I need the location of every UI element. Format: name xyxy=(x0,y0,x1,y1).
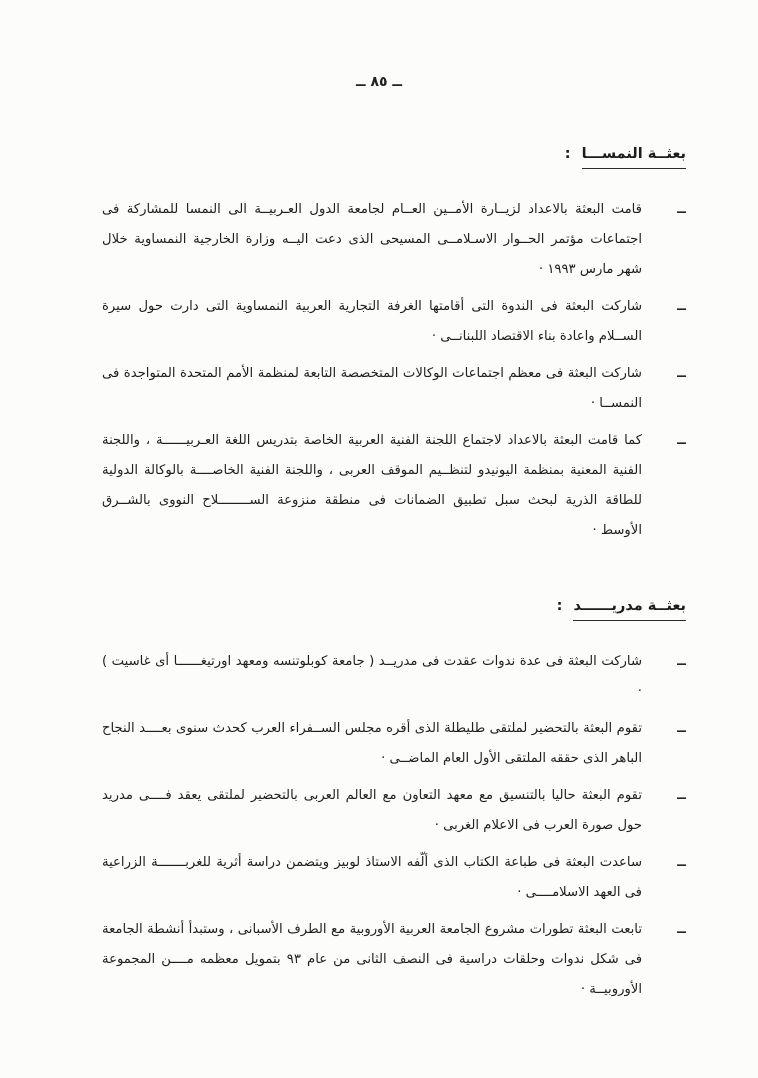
section-title xyxy=(102,598,686,621)
section-items xyxy=(102,647,686,1005)
bullet-dash: ــ xyxy=(677,366,686,381)
list-item-text: تقوم البعثة حاليا بالتنسيق مع معهد التعاون مع العالم العربى بالتحضير لملتقى يعقد فــــى مدريد حول صورة العرب فى الاعلام الغربى · xyxy=(102,788,642,833)
bullet-dash: ــ xyxy=(677,299,686,314)
list-item-text: تقوم البعثة بالتحضير لملتقى طليطلة الذى أقره مجلس الســفراء العرب كحدث سنوى بعــــد النجاح الباهر الذى حققه الملتقى الأول العام الماضــى · xyxy=(102,721,642,766)
list-item xyxy=(102,292,686,352)
bullet-dash: ــ xyxy=(677,922,686,937)
section-title-text: بعثــة النمســـا xyxy=(582,146,686,169)
bullet-dash: ــ xyxy=(677,855,686,870)
page-number: ــ ٨٥ ــ xyxy=(356,74,402,90)
list-item xyxy=(102,426,686,546)
section-title xyxy=(102,146,686,169)
list-item xyxy=(102,848,686,908)
list-item xyxy=(102,195,686,285)
list-item-text: ساعدت البعثة فى طباعة الكتاب الذى ألّفه الاستاذ لوبيز ويتضمن دراسة أثرية للغربـــــــة الزراعية فى العهد الاسلامــــى · xyxy=(102,855,642,900)
list-item xyxy=(102,714,686,774)
bullet-dash: ــ xyxy=(677,433,686,448)
list-item xyxy=(102,915,686,1005)
list-item xyxy=(102,781,686,841)
section-items xyxy=(102,195,686,546)
section-vienna xyxy=(102,146,686,546)
bullet-dash: ــ xyxy=(677,654,686,669)
bullet-dash: ــ xyxy=(677,721,686,736)
list-item-text: كما قامت البعثة بالاعداد لاجتماع اللجنة الفنية العربية الخاصة بتدريس اللغة العـربيــــــة ، واللجنة الفنية المعنية بمنظمة اليونيدو لتنظــيم الموقف العربى ، واللجنة الفنية الخاصــــة بالوكالة الدولية للطاقة الذرية لبحث سبل تطبيق الضمانات فى منطقة منزوعة الســــــــلاح النووى بالشــرق الأوسط · xyxy=(102,433,642,538)
bullet-dash: ــ xyxy=(677,788,686,803)
list-item-text: تابعت البعثة تطورات مشروع الجامعة العربية الأوروبية مع الطرف الأسبانى ، وستبدأ أنشطة الجامعة فى شكل ندوات وحلقات دراسية فى النصف الثانى من عام ٩٣ بتمويل معظمه مــــن المجموعة الأوروبيــة · xyxy=(102,922,643,997)
section-madrid xyxy=(102,598,686,1005)
list-item xyxy=(102,647,686,707)
list-item-text: قامت البعثة بالاعداد لزيــارة الأمــين العــام لجامعة الدول العـربيــة الى النمسا للمشاركة فى اجتماعات مؤتمر الحــوار الاسـلامــى المسيحى الذى دعت اليــه وزارة الخارجية النمساوية خلال شهر مارس ١٩٩٣ · xyxy=(102,202,642,277)
list-item-text: شاركت البعثة فى الندوة التى أقامتها الغرفة التجارية العربية النمساوية التى دارت حول سيرة الســلام واعادة بناء الاقتصاد اللبنانــى · xyxy=(102,299,642,344)
page-content xyxy=(0,146,758,1005)
section-title-colon: : xyxy=(556,598,563,614)
section-title-colon: : xyxy=(564,146,571,162)
list-item xyxy=(102,359,686,419)
bullet-dash: ــ xyxy=(677,202,686,217)
section-title-text: بعثــة مدريــــــد xyxy=(573,598,686,621)
list-item-text: شاركت البعثة فى معظم اجتماعات الوكالات المتخصصة التابعة لمنظمة الأمم المتحدة المتواجدة فى النمســا · xyxy=(102,366,642,411)
list-item-text: شاركت البعثة فى عدة ندوات عقدت فى مدريــد ( جامعة كوبلوتنسه ومعهد اورتيغــــــا أى غاسيت ) · xyxy=(102,654,642,699)
